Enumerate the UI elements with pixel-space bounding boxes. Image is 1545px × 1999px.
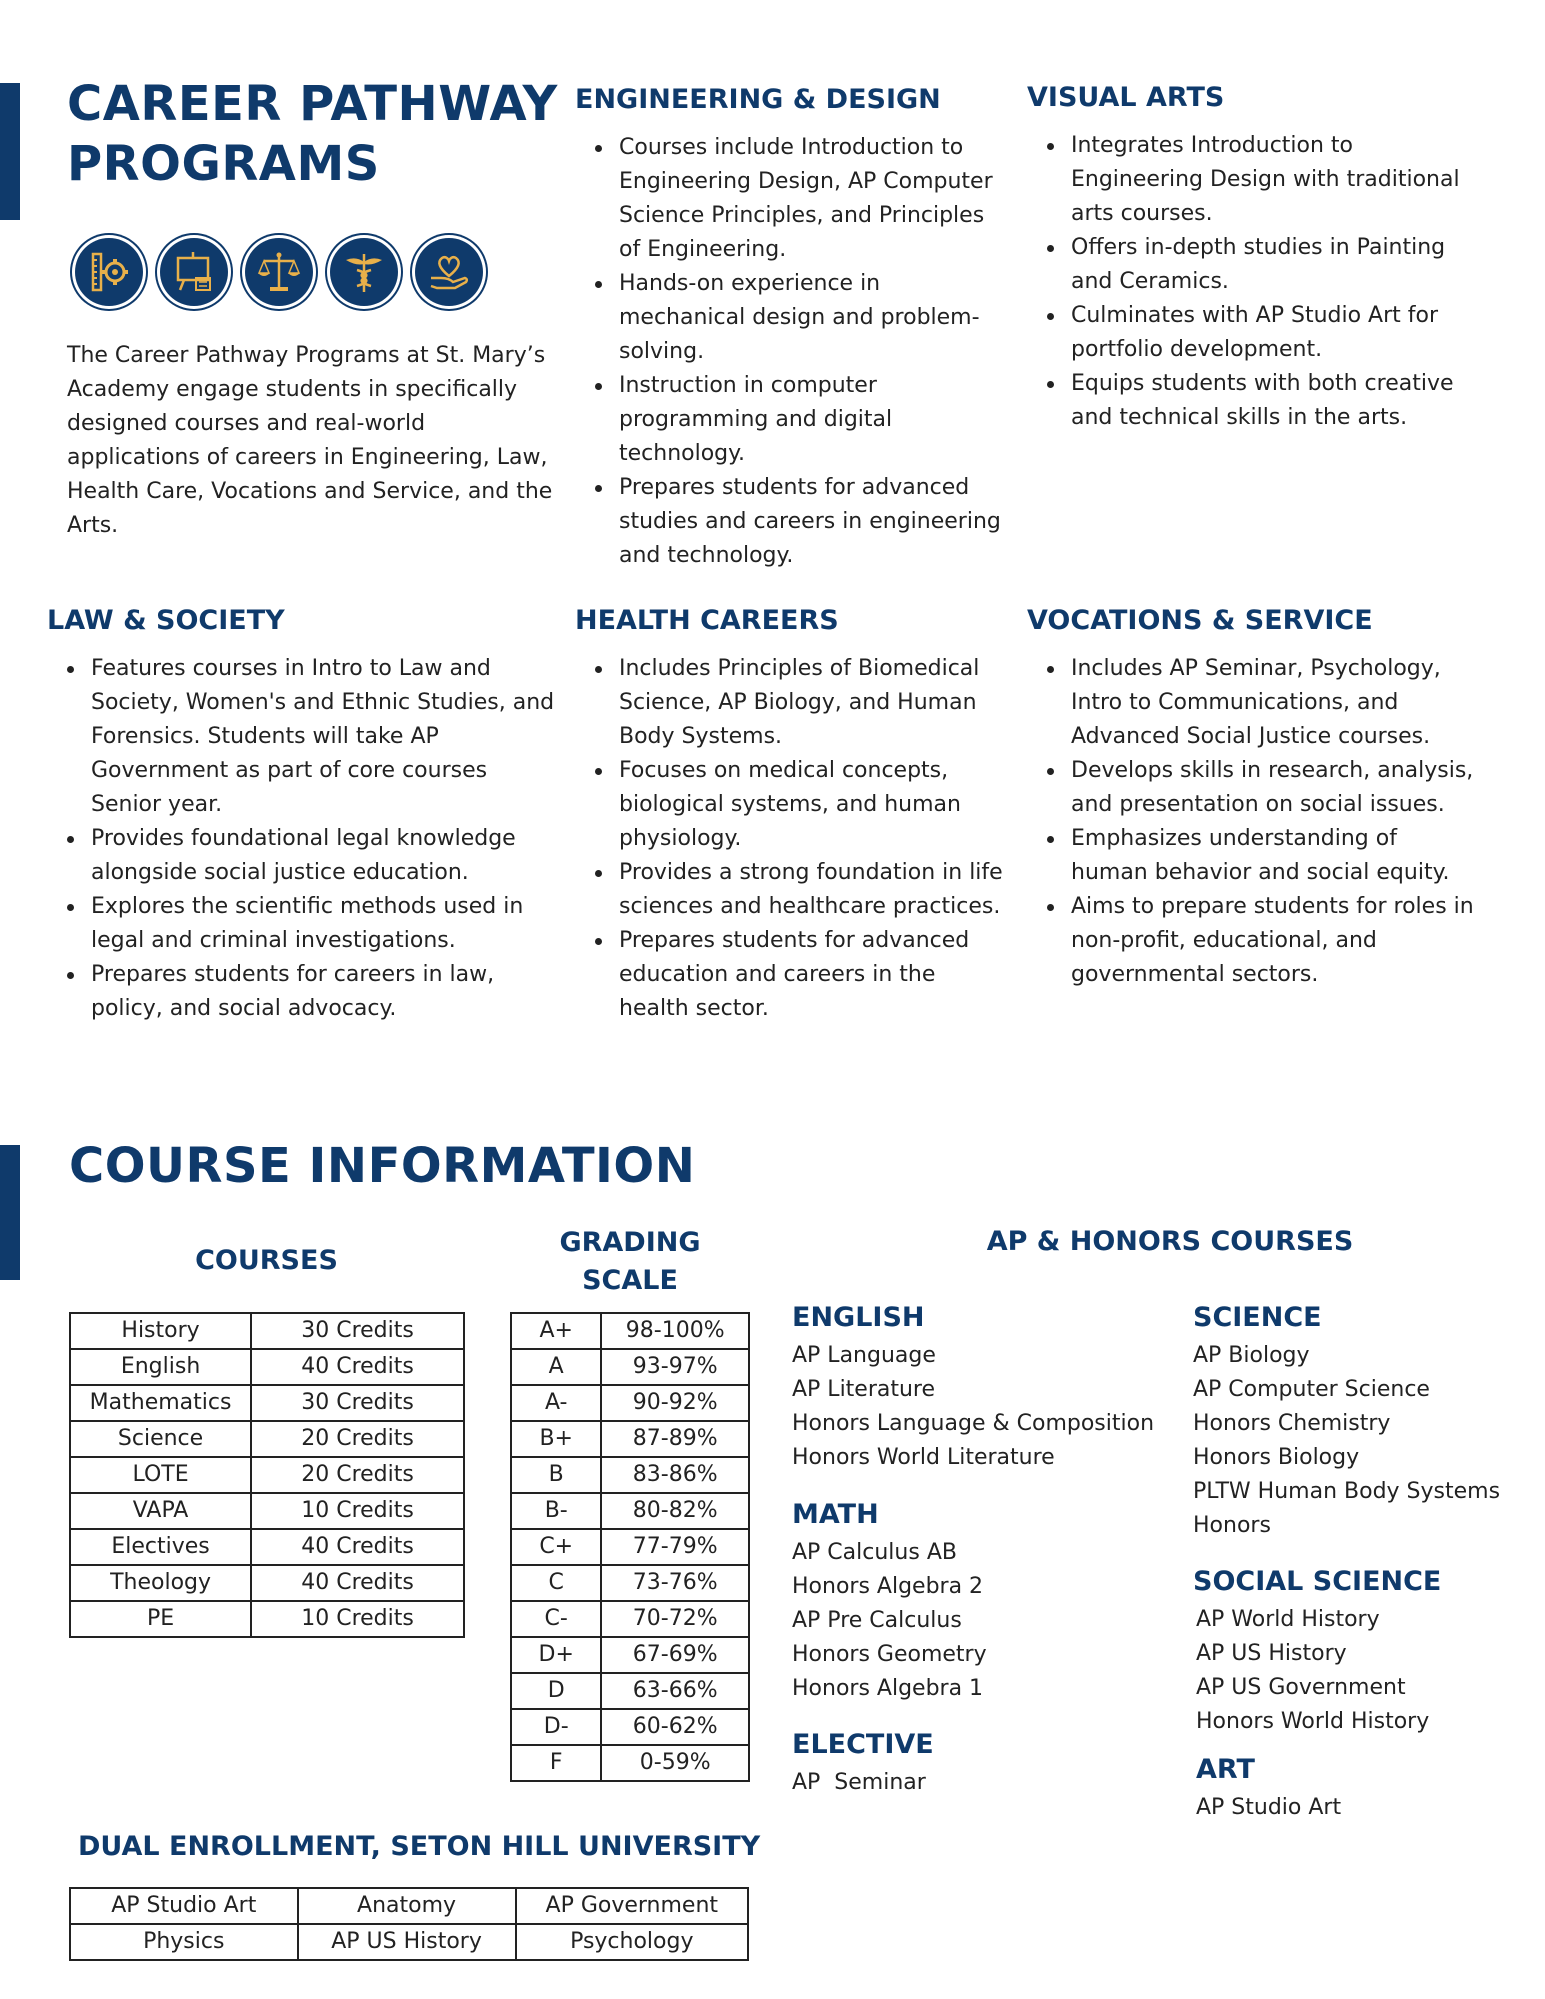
table-cell: 93-97% xyxy=(601,1349,749,1385)
career-title-line2: PROGRAMS xyxy=(67,136,380,192)
table-cell: 73-76% xyxy=(601,1565,749,1601)
table-cell: B+ xyxy=(511,1421,601,1457)
ap-social-group xyxy=(1193,1565,1513,1739)
table-cell: AP Government xyxy=(516,1888,748,1924)
table-cell: Electives xyxy=(70,1529,251,1565)
courses-table xyxy=(69,1312,465,1638)
courses-title: COURSES xyxy=(195,1245,338,1276)
accent-bar-bottom xyxy=(0,1145,20,1280)
table-row xyxy=(70,1385,464,1421)
table-cell: AP US History xyxy=(298,1924,516,1960)
table-cell: Physics xyxy=(70,1924,298,1960)
list-item: Features courses in Intro to Law and Society, Women's and Ethnic Studies, and Forensics. Students will take AP Government as part of core courses Senior year. xyxy=(91,652,557,822)
course-info-title: COURSE INFORMATION xyxy=(69,1138,696,1194)
list-item: AP Literature xyxy=(792,1377,936,1402)
health-title: HEALTH CAREERS xyxy=(575,605,839,636)
table-cell: Mathematics xyxy=(70,1385,251,1421)
list-item: Emphasizes understanding of human behavior and social equity. xyxy=(1071,822,1477,890)
caduceus-icon xyxy=(330,238,398,306)
table-cell: 60-62% xyxy=(601,1709,749,1745)
list-item: Prepares students for advanced education and careers in the health sector. xyxy=(619,924,1010,1026)
grading-title-line2: SCALE xyxy=(582,1265,678,1296)
list-item: Integrates Introduction to Engineering Design with traditional arts courses. xyxy=(1071,129,1467,231)
table-row xyxy=(511,1385,749,1421)
table-cell: Theology xyxy=(70,1565,251,1601)
list-item: Honors Algebra 1 xyxy=(792,1676,984,1701)
list-item: Provides foundational legal knowledge alongside social justice education. xyxy=(91,822,557,890)
pathway-icons xyxy=(75,238,483,306)
table-cell: D xyxy=(511,1673,601,1709)
table-cell: 70-72% xyxy=(601,1601,749,1637)
vocations-list xyxy=(1027,652,1477,992)
list-item: PLTW Human Body Systems Honors xyxy=(1193,1479,1501,1538)
table-cell: PE xyxy=(70,1601,251,1637)
table-row xyxy=(511,1457,749,1493)
career-intro: The Career Pathway Programs at St. Mary’s Academy engage students in specifically designed courses and real-world applications of careers in Engineering, Law, Health Care, Vocations and Service, and the Arts. xyxy=(67,343,553,538)
law-title: LAW & SOCIETY xyxy=(47,605,285,636)
table-row xyxy=(511,1421,749,1457)
ap-english-title: ENGLISH xyxy=(792,1302,925,1333)
list-item: Provides a strong foundation in life sciences and healthcare practices. xyxy=(619,856,1010,924)
health-section xyxy=(575,604,1010,1026)
ap-science-group xyxy=(1193,1301,1513,1543)
table-cell: 67-69% xyxy=(601,1637,749,1673)
list-item: Honors Language & Composition xyxy=(792,1411,1155,1436)
table-cell: 40 Credits xyxy=(251,1565,464,1601)
law-list xyxy=(47,652,557,1026)
list-item: AP Seminar xyxy=(792,1770,926,1795)
career-title-line1: CAREER PATHWAY xyxy=(67,76,558,132)
list-item: AP World History xyxy=(1196,1607,1380,1632)
list-item: Honors Algebra 2 xyxy=(792,1574,984,1599)
table-cell: 30 Credits xyxy=(251,1313,464,1349)
engineering-title: ENGINEERING & DESIGN xyxy=(575,84,941,115)
table-cell: 80-82% xyxy=(601,1493,749,1529)
ap-elective-title: ELECTIVE xyxy=(792,1729,934,1760)
list-item: AP Language xyxy=(792,1343,936,1368)
visual-arts-title: VISUAL ARTS xyxy=(1027,82,1225,113)
table-cell: D- xyxy=(511,1709,601,1745)
table-cell: LOTE xyxy=(70,1457,251,1493)
ap-social-title: SOCIAL SCIENCE xyxy=(1193,1566,1442,1597)
table-cell: 10 Credits xyxy=(251,1601,464,1637)
dual-enrollment-title: DUAL ENROLLMENT, SETON HILL UNIVERSITY xyxy=(78,1831,761,1862)
table-row xyxy=(70,1529,464,1565)
table-cell: 63-66% xyxy=(601,1673,749,1709)
list-item: Focuses on medical concepts, biological systems, and human physiology. xyxy=(619,754,1010,856)
table-cell: 90-92% xyxy=(601,1385,749,1421)
list-item: Instruction in computer programming and digital technology. xyxy=(619,369,1005,471)
list-item: AP Pre Calculus xyxy=(792,1608,962,1633)
ap-math-title: MATH xyxy=(792,1499,879,1530)
table-cell: AP Studio Art xyxy=(70,1888,298,1924)
list-item: AP Calculus AB xyxy=(792,1540,957,1565)
table-row xyxy=(511,1709,749,1745)
table-cell: VAPA xyxy=(70,1493,251,1529)
table-cell: 20 Credits xyxy=(251,1457,464,1493)
scales-of-justice-icon xyxy=(245,238,313,306)
table-cell: English xyxy=(70,1349,251,1385)
list-item: Courses include Introduction to Engineering Design, AP Computer Science Principles, and Principles of Engineering. xyxy=(619,131,1005,267)
list-item: Culminates with AP Studio Art for portfolio development. xyxy=(1071,299,1467,367)
ap-art-title: ART xyxy=(1196,1754,1255,1785)
table-cell: 77-79% xyxy=(601,1529,749,1565)
career-title xyxy=(67,74,558,194)
table-cell: Science xyxy=(70,1421,251,1457)
list-item: Explores the scientific methods used in legal and criminal investigations. xyxy=(91,890,557,958)
list-item: Develops skills in research, analysis, and presentation on social issues. xyxy=(1071,754,1477,822)
grading-table xyxy=(510,1312,750,1782)
list-item: Includes Principles of Biomedical Science, AP Biology, and Human Body Systems. xyxy=(619,652,1010,754)
table-cell: 30 Credits xyxy=(251,1385,464,1421)
table-row xyxy=(511,1601,749,1637)
list-item: AP Computer Science xyxy=(1193,1377,1430,1402)
table-row xyxy=(511,1529,749,1565)
table-cell: A- xyxy=(511,1385,601,1421)
table-cell: 20 Credits xyxy=(251,1421,464,1457)
dual-enrollment-table xyxy=(69,1887,749,1961)
table-cell: D+ xyxy=(511,1637,601,1673)
table-cell: C- xyxy=(511,1601,601,1637)
table-cell: 83-86% xyxy=(601,1457,749,1493)
list-item: Aims to prepare students for roles in non-profit, educational, and governmental sectors. xyxy=(1071,890,1477,992)
table-cell: History xyxy=(70,1313,251,1349)
table-row xyxy=(70,1888,748,1924)
table-row xyxy=(70,1313,464,1349)
table-cell: A+ xyxy=(511,1313,601,1349)
list-item: Equips students with both creative and technical skills in the arts. xyxy=(1071,367,1467,435)
table-cell: B- xyxy=(511,1493,601,1529)
health-list xyxy=(575,652,1010,1026)
table-row xyxy=(511,1349,749,1385)
list-item: Honors World History xyxy=(1196,1709,1430,1734)
list-item: AP Biology xyxy=(1193,1343,1310,1368)
ap-english-group xyxy=(792,1301,1172,1475)
table-cell: 87-89% xyxy=(601,1421,749,1457)
table-row xyxy=(70,1457,464,1493)
list-item: Hands-on experience in mechanical design and problem-solving. xyxy=(619,267,1005,369)
table-cell: A xyxy=(511,1349,601,1385)
table-row xyxy=(70,1493,464,1529)
table-cell: Anatomy xyxy=(298,1888,516,1924)
table-row xyxy=(70,1349,464,1385)
accent-bar-top xyxy=(0,83,20,220)
ap-elective-group xyxy=(792,1728,1172,1800)
list-item: AP US History xyxy=(1196,1641,1347,1666)
list-item: Honors Biology xyxy=(1193,1445,1360,1470)
list-item: Prepares students for advanced studies and careers in engineering and technology. xyxy=(619,471,1005,573)
engineering-list xyxy=(575,131,1005,573)
list-item: Offers in-depth studies in Painting and Ceramics. xyxy=(1071,231,1467,299)
table-cell: F xyxy=(511,1745,601,1781)
engineering-gear-ruler-icon xyxy=(75,238,143,306)
table-row xyxy=(70,1601,464,1637)
law-section xyxy=(47,604,557,1026)
list-item: Honors Chemistry xyxy=(1193,1411,1391,1436)
grading-title xyxy=(510,1224,750,1300)
vocations-section xyxy=(1027,604,1477,992)
table-row xyxy=(511,1493,749,1529)
table-row xyxy=(70,1565,464,1601)
ap-science-title: SCIENCE xyxy=(1193,1302,1322,1333)
table-cell: 98-100% xyxy=(601,1313,749,1349)
engineering-section xyxy=(575,83,1005,573)
list-item: Honors Geometry xyxy=(792,1642,987,1667)
vocations-title: VOCATIONS & SERVICE xyxy=(1027,605,1373,636)
list-item: AP US Government xyxy=(1196,1675,1406,1700)
table-cell: 40 Credits xyxy=(251,1349,464,1385)
table-row xyxy=(511,1565,749,1601)
table-cell: 0-59% xyxy=(601,1745,749,1781)
list-item: Honors World Literature xyxy=(792,1445,1055,1470)
table-row xyxy=(511,1673,749,1709)
ap-art-group xyxy=(1196,1753,1516,1825)
table-row xyxy=(70,1924,748,1960)
list-item: AP Studio Art xyxy=(1196,1795,1342,1820)
drafting-board-icon xyxy=(160,238,228,306)
table-cell: B xyxy=(511,1457,601,1493)
list-item: Prepares students for careers in law, policy, and social advocacy. xyxy=(91,958,557,1026)
visual-arts-list xyxy=(1027,129,1467,435)
table-cell: C xyxy=(511,1565,601,1601)
table-cell: 40 Credits xyxy=(251,1529,464,1565)
heart-in-hand-icon xyxy=(415,238,483,306)
ap-math-group xyxy=(792,1498,1172,1706)
visual-arts-section xyxy=(1027,81,1467,435)
table-cell: 10 Credits xyxy=(251,1493,464,1529)
table-row xyxy=(511,1637,749,1673)
table-row xyxy=(70,1421,464,1457)
list-item: Includes AP Seminar, Psychology, Intro to Communications, and Advanced Social Justice courses. xyxy=(1071,652,1477,754)
ap-title: AP & HONORS COURSES xyxy=(986,1226,1354,1257)
grading-title-line1: GRADING xyxy=(559,1227,701,1258)
table-cell: Psychology xyxy=(516,1924,748,1960)
table-row xyxy=(511,1313,749,1349)
table-cell: C+ xyxy=(511,1529,601,1565)
table-row xyxy=(511,1745,749,1781)
